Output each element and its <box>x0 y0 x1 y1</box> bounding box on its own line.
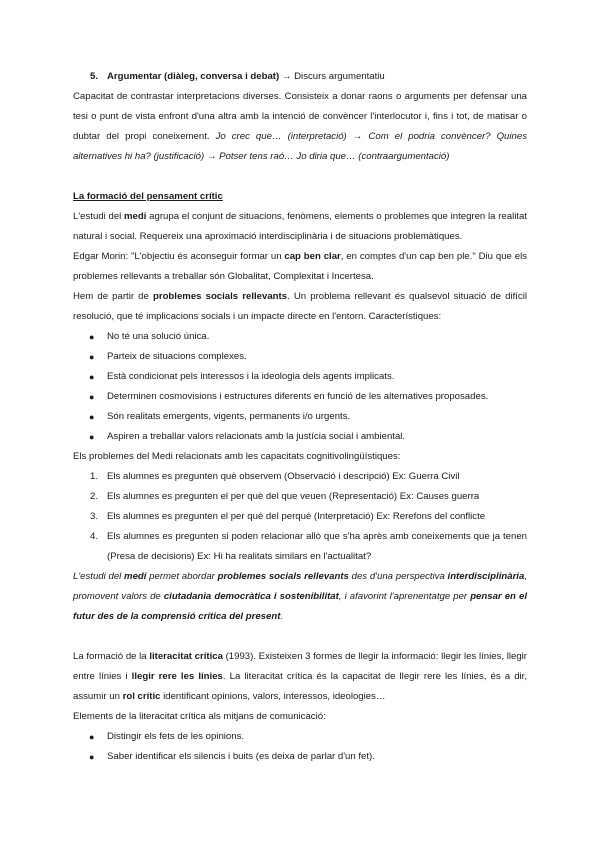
list-item-text: No té una solució única. <box>107 331 210 342</box>
intro-numbered-item <box>73 67 527 87</box>
summary-paragraph <box>73 567 527 627</box>
bold-text: problemes socials rellevants <box>152 291 288 302</box>
numbered-item <box>73 487 527 507</box>
text: permet abordar <box>146 571 218 582</box>
text: . La literacitat crítica és la capacitat de llegir rere les línies, és a dir, assumir un <box>73 671 527 702</box>
item-title: Argumentar (diàleg, conversa i debat) <box>107 71 280 82</box>
text: La formació de la <box>73 651 150 662</box>
list-item-text: Determinen cosmovisions i estructures diferents en funció de les alternatives proposades. <box>107 391 489 402</box>
bullet-icon: ● <box>89 732 95 742</box>
list-item-text: Saber identificar els silencis i buits (es deixa de parlar d'un fet). <box>107 751 375 762</box>
intro-text: Capacitat de contrastar interpretacions diverses. Consisteix a donar raons o arguments per defensar una tesi o punt de vista enfront d'una altra amb la intenció de convèncer l'interlocutor i, fins i tot, de matisar o dubtar del propi coneixement. <box>73 91 527 142</box>
bullet-icon: ● <box>89 372 95 382</box>
text: agrupa el conjunt de situacions, fenòmens, elements o problemes que integren la realitat natural i social. Requereix una aproximació interdisciplinària i de situacions problemàtiques. <box>73 211 527 242</box>
document-content <box>73 67 527 767</box>
list-item <box>73 367 527 387</box>
numbered-item <box>73 467 527 487</box>
text: Edgar Morin: "L'objectiu és aconseguir formar un <box>73 251 285 262</box>
bold-text: medi <box>124 571 147 582</box>
bold-text: cap ben clar <box>284 251 341 262</box>
bullet-icon: ● <box>89 432 95 442</box>
item-number: 4. <box>90 531 99 542</box>
item-number: 5. <box>90 71 99 82</box>
bold-text: problemes socials rellevants <box>217 571 349 582</box>
item-text: Els alumnes es pregunten si poden relacionar allò que s'ha après amb coneixements que ja tenen (Presa de decisions) Ex: Hi ha realitats similars en l'actualitat? <box>107 531 527 562</box>
text: Hem de partir de <box>73 291 153 302</box>
bold-text: literacitat crítica <box>149 651 223 662</box>
text: identificant opinions, valors, interessos, ideologies… <box>160 691 386 702</box>
list-item <box>73 387 527 407</box>
capacities-list <box>73 467 527 567</box>
list-item-text: Aspiren a treballar valors relacionats amb la justícia social i ambiental. <box>107 431 406 442</box>
paragraph-media: Elements de la literacitat crítica als mitjans de comunicació: <box>73 711 326 722</box>
item-text: Els alumnes es pregunten el per què del que veuen (Representació) Ex: Causes guerra <box>107 491 480 502</box>
list-item <box>73 427 527 447</box>
item-number: 1. <box>90 471 99 482</box>
list-item-text: Parteix de situacions complexes. <box>107 351 247 362</box>
numbered-item <box>73 527 527 567</box>
item-text: Els alumnes es pregunten què observem (Observació i descripció) Ex: Guerra Civil <box>107 471 460 482</box>
bold-text: ciutadania democràtica i sostenibilitat <box>163 591 339 602</box>
text: L'estudi del <box>73 571 125 582</box>
list-item-text: Distingir els fets de les opinions. <box>107 731 245 742</box>
item-text: Els alumnes es pregunten el per què del perquè (Interpretació) Ex: Rerefons del conflicte <box>107 511 486 522</box>
text: . <box>280 611 284 622</box>
list-item <box>73 347 527 367</box>
list-item <box>73 727 527 747</box>
paragraph-capacities: Els problemes del Medi relacionats amb les capacitats cognitivolingüístiques: <box>73 451 401 462</box>
text: , i afavorint l'aprenentatge per <box>338 591 471 602</box>
characteristics-list <box>73 327 527 447</box>
paragraph-medi <box>73 207 527 247</box>
paragraph-literacy <box>73 647 527 707</box>
text: . Un problema rellevant és qualsevol situació de difícil resolució, que té implicacions socials i un impacte directe en l'entorn. Característiques: <box>73 291 527 322</box>
list-item-text: Són realitats emergents, vigents, permanents i/o urgents. <box>107 411 351 422</box>
text: , en comptes d'un cap ben ple." Diu que els problemes rellevants a treballar són Globalitat, Complexitat i Incertesa. <box>73 251 527 282</box>
intro-paragraph <box>73 87 527 167</box>
numbered-item <box>73 507 527 527</box>
paragraph-morin <box>73 247 527 287</box>
bullet-icon: ● <box>89 332 95 342</box>
text: , promovent valors de <box>73 571 527 602</box>
text: des d'una perspectiva <box>348 571 448 582</box>
item-number: 3. <box>90 511 99 522</box>
bold-text: rol crític <box>122 691 161 702</box>
item-number: 2. <box>90 491 99 502</box>
intro-italic-text: Jo crec que… (interpretació) → Com el podria convèncer? Quines alternatives hi ha? (justificació) → Potser tens raó… Jo diria que… (contraargumentació) <box>73 131 527 162</box>
bullet-icon: ● <box>89 752 95 762</box>
text: (1993). Existeixen 3 formes de llegir la informació: llegir les línies, llegir entre línies i <box>73 651 527 682</box>
bold-text: medi <box>124 211 147 222</box>
bullet-icon: ● <box>89 392 95 402</box>
bullet-icon: ● <box>89 352 95 362</box>
bold-text: llegir rere les línies <box>131 671 223 682</box>
paragraph-problems <box>73 287 527 327</box>
list-item <box>73 747 527 767</box>
bold-text: pensar en el futur des de la comprensió crítica del present <box>73 591 527 622</box>
text: L'estudi del <box>73 211 125 222</box>
list-item <box>73 327 527 347</box>
list-item-text: Està condicionat pels interessos i la ideologia dels agents implicats. <box>107 371 395 382</box>
item-rest: → Discurs argumentatiu <box>279 71 385 82</box>
list-item <box>73 407 527 427</box>
section-title: La formació del pensament crític <box>73 191 223 202</box>
bullet-icon: ● <box>89 412 95 422</box>
bold-text: interdisciplinària <box>447 571 525 582</box>
media-list <box>73 727 527 767</box>
